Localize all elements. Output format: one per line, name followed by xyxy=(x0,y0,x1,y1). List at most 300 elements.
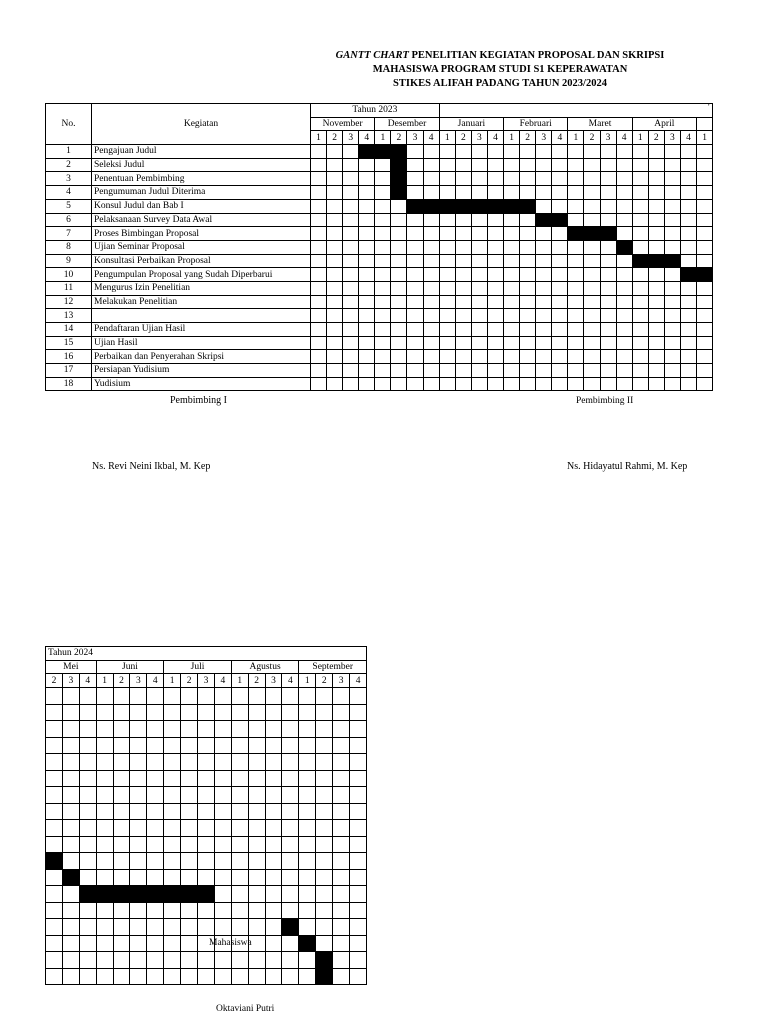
gantt-cell xyxy=(316,935,333,952)
gantt-cell xyxy=(214,803,231,820)
gantt-bar-cell xyxy=(79,886,96,903)
gantt-cell xyxy=(600,350,616,364)
gantt-cell xyxy=(552,254,568,268)
activity-name: Proses Bimbingan Proposal xyxy=(92,227,311,241)
gantt-cell xyxy=(584,309,600,323)
gantt-cell xyxy=(181,688,198,705)
gantt-cell xyxy=(265,737,282,754)
gantt-cell xyxy=(350,770,367,787)
gantt-cell xyxy=(113,787,130,804)
gantt-cell xyxy=(391,309,407,323)
gantt-cell xyxy=(333,919,350,936)
gantt-cell xyxy=(350,836,367,853)
gantt-cell xyxy=(632,281,648,295)
gantt-cell xyxy=(504,172,520,186)
gantt-cell xyxy=(327,309,343,323)
gantt-bar-cell xyxy=(282,919,299,936)
gantt-cell xyxy=(46,737,63,754)
gantt-cell xyxy=(214,919,231,936)
gantt-cell xyxy=(664,213,680,227)
gantt-cell xyxy=(327,213,343,227)
gantt-cell xyxy=(299,688,316,705)
gantt-cell xyxy=(664,240,680,254)
gantt-cell xyxy=(407,350,423,364)
week-number: 3 xyxy=(265,674,282,688)
gantt-cell xyxy=(504,295,520,309)
gantt-cell xyxy=(147,902,164,919)
gantt-cell xyxy=(536,336,552,350)
gantt-cell xyxy=(536,158,552,172)
gantt-cell xyxy=(455,158,471,172)
gantt-cell xyxy=(423,309,439,323)
gantt-cell xyxy=(359,158,375,172)
gantt-cell xyxy=(375,377,391,391)
activity-row xyxy=(46,688,367,705)
gantt-cell xyxy=(520,281,536,295)
gantt-cell xyxy=(455,323,471,337)
gantt-cell xyxy=(455,227,471,241)
gantt-cell xyxy=(299,770,316,787)
gantt-cell xyxy=(248,787,265,804)
gantt-cell xyxy=(359,268,375,282)
gantt-cell xyxy=(46,754,63,771)
month-header: Februari xyxy=(504,117,568,131)
gantt-cell xyxy=(423,227,439,241)
gantt-cell xyxy=(311,295,327,309)
week-number: 1 xyxy=(632,131,648,145)
activity-row xyxy=(46,268,713,282)
gantt-cell xyxy=(487,309,503,323)
gantt-cell xyxy=(343,172,359,186)
gantt-cell xyxy=(214,836,231,853)
gantt-cell xyxy=(311,254,327,268)
activity-row xyxy=(46,902,367,919)
gantt-cell xyxy=(62,853,79,870)
gantt-cell xyxy=(198,952,215,969)
gantt-cell xyxy=(214,952,231,969)
gantt-cell xyxy=(680,295,696,309)
gantt-cell xyxy=(696,323,712,337)
gantt-cell xyxy=(632,377,648,391)
gantt-cell xyxy=(316,737,333,754)
gantt-cell xyxy=(96,721,113,738)
gantt-cell xyxy=(407,309,423,323)
gantt-cell xyxy=(130,836,147,853)
activity-row xyxy=(46,254,713,268)
gantt-cell xyxy=(311,199,327,213)
gantt-cell xyxy=(664,350,680,364)
gantt-cell xyxy=(439,227,455,241)
gantt-cell xyxy=(327,172,343,186)
gantt-cell xyxy=(113,869,130,886)
gantt-cell xyxy=(62,902,79,919)
document-title xyxy=(300,49,700,91)
gantt-cell xyxy=(96,803,113,820)
gantt-cell xyxy=(359,295,375,309)
gantt-cell xyxy=(359,213,375,227)
gantt-cell xyxy=(648,268,664,282)
gantt-cell xyxy=(520,377,536,391)
gantt-cell xyxy=(333,935,350,952)
gantt-cell xyxy=(375,172,391,186)
gantt-cell xyxy=(231,919,248,936)
gantt-cell xyxy=(568,309,584,323)
gantt-cell xyxy=(487,364,503,378)
gantt-cell xyxy=(299,803,316,820)
gantt-cell xyxy=(130,902,147,919)
activity-row xyxy=(46,281,713,295)
gantt-cell xyxy=(600,172,616,186)
gantt-cell xyxy=(568,364,584,378)
gantt-cell xyxy=(96,737,113,754)
gantt-cell xyxy=(616,186,632,200)
gantt-cell xyxy=(214,787,231,804)
gantt-cell xyxy=(487,186,503,200)
gantt-cell xyxy=(375,199,391,213)
gantt-cell xyxy=(181,869,198,886)
activity-row xyxy=(46,158,713,172)
gantt-cell xyxy=(130,853,147,870)
week-number: 3 xyxy=(471,131,487,145)
gantt-cell xyxy=(504,323,520,337)
gantt-cell xyxy=(113,770,130,787)
gantt-cell xyxy=(600,295,616,309)
gantt-cell xyxy=(359,350,375,364)
gantt-cell xyxy=(164,853,181,870)
gantt-cell xyxy=(265,820,282,837)
gantt-cell xyxy=(455,377,471,391)
activity-row xyxy=(46,377,713,391)
gantt-cell xyxy=(600,323,616,337)
gantt-cell xyxy=(333,688,350,705)
activity-row xyxy=(46,213,713,227)
gantt-cell xyxy=(113,952,130,969)
gantt-cell xyxy=(648,213,664,227)
gantt-cell xyxy=(407,145,423,159)
gantt-cell xyxy=(214,704,231,721)
gantt-cell xyxy=(407,295,423,309)
gantt-cell xyxy=(164,968,181,985)
gantt-cell xyxy=(316,688,333,705)
week-number: 1 xyxy=(96,674,113,688)
gantt-cell xyxy=(632,213,648,227)
activity-no: 8 xyxy=(46,240,92,254)
gantt-cell xyxy=(147,787,164,804)
gantt-cell xyxy=(343,377,359,391)
gantt-cell xyxy=(343,268,359,282)
gantt-cell xyxy=(680,336,696,350)
gantt-cell xyxy=(147,952,164,969)
gantt-cell xyxy=(248,853,265,870)
gantt-cell xyxy=(600,364,616,378)
gantt-cell xyxy=(471,254,487,268)
gantt-cell xyxy=(439,364,455,378)
gantt-cell xyxy=(214,853,231,870)
gantt-cell xyxy=(696,350,712,364)
gantt-cell xyxy=(664,227,680,241)
week-number: 3 xyxy=(198,674,215,688)
gantt-cell xyxy=(181,803,198,820)
gantt-cell xyxy=(664,172,680,186)
gantt-cell xyxy=(130,919,147,936)
gantt-cell xyxy=(147,803,164,820)
gantt-cell xyxy=(439,309,455,323)
gantt-cell xyxy=(311,377,327,391)
gantt-cell xyxy=(282,968,299,985)
gantt-cell xyxy=(231,803,248,820)
gantt-cell xyxy=(568,158,584,172)
gantt-cell xyxy=(552,336,568,350)
gantt-cell xyxy=(214,820,231,837)
gantt-cell xyxy=(375,281,391,295)
gantt-cell xyxy=(391,336,407,350)
activity-name: Pelaksanaan Survey Data Awal xyxy=(92,213,311,227)
gantt-cell xyxy=(311,172,327,186)
gantt-cell xyxy=(375,268,391,282)
week-number: 1 xyxy=(375,131,391,145)
gantt-cell xyxy=(198,754,215,771)
gantt-cell xyxy=(343,186,359,200)
gantt-cell xyxy=(568,281,584,295)
gantt-cell xyxy=(350,902,367,919)
gantt-cell xyxy=(79,952,96,969)
gantt-cell xyxy=(600,377,616,391)
gantt-cell xyxy=(130,787,147,804)
gantt-cell xyxy=(96,968,113,985)
gantt-cell xyxy=(147,721,164,738)
gantt-cell xyxy=(181,704,198,721)
gantt-cell xyxy=(333,770,350,787)
gantt-cell xyxy=(248,836,265,853)
gantt-cell xyxy=(282,770,299,787)
gantt-cell xyxy=(327,254,343,268)
gantt-cell xyxy=(265,869,282,886)
gantt-cell xyxy=(632,295,648,309)
gantt-cell xyxy=(299,704,316,721)
gantt-bar-cell xyxy=(391,172,407,186)
gantt-cell xyxy=(311,268,327,282)
gantt-cell xyxy=(439,172,455,186)
gantt-cell xyxy=(46,803,63,820)
gantt-cell xyxy=(265,952,282,969)
gantt-cell xyxy=(359,377,375,391)
gantt-cell xyxy=(343,295,359,309)
gantt-cell xyxy=(350,968,367,985)
gantt-cell xyxy=(164,704,181,721)
cut-off-mark: ' xyxy=(708,102,710,112)
gantt-cell xyxy=(248,952,265,969)
gantt-cell xyxy=(198,704,215,721)
gantt-cell xyxy=(198,836,215,853)
gantt-cell xyxy=(62,754,79,771)
gantt-cell xyxy=(299,919,316,936)
gantt-cell xyxy=(600,213,616,227)
gantt-cell xyxy=(147,754,164,771)
gantt-cell xyxy=(316,919,333,936)
gantt-cell xyxy=(487,323,503,337)
gantt-cell xyxy=(664,295,680,309)
gantt-cell xyxy=(520,158,536,172)
gantt-cell xyxy=(552,227,568,241)
gantt-cell xyxy=(327,199,343,213)
gantt-cell xyxy=(147,688,164,705)
gantt-cell xyxy=(423,158,439,172)
gantt-cell xyxy=(96,935,113,952)
gantt-cell xyxy=(350,688,367,705)
gantt-cell xyxy=(350,737,367,754)
gantt-cell xyxy=(147,968,164,985)
gantt-bar-cell xyxy=(164,886,181,903)
week-number: 4 xyxy=(147,674,164,688)
activity-name: Pengumpulan Proposal yang Sudah Diperbarui xyxy=(92,268,311,282)
gantt-cell xyxy=(423,172,439,186)
gantt-cell xyxy=(487,336,503,350)
gantt-cell xyxy=(316,836,333,853)
activity-row xyxy=(46,770,367,787)
gantt-bar-cell xyxy=(520,199,536,213)
activity-row xyxy=(46,935,367,952)
gantt-cell xyxy=(375,186,391,200)
gantt-cell xyxy=(520,227,536,241)
week-number: 3 xyxy=(536,131,552,145)
gantt-cell xyxy=(282,787,299,804)
gantt-cell xyxy=(680,364,696,378)
activity-row xyxy=(46,886,367,903)
gantt-cell xyxy=(616,145,632,159)
gantt-cell xyxy=(265,803,282,820)
gantt-cell xyxy=(504,336,520,350)
gantt-cell xyxy=(282,754,299,771)
gantt-cell xyxy=(520,295,536,309)
week-number: 3 xyxy=(343,131,359,145)
gantt-cell xyxy=(680,281,696,295)
header-row-months xyxy=(46,660,367,674)
gantt-cell xyxy=(616,199,632,213)
gantt-cell xyxy=(439,186,455,200)
gantt-cell xyxy=(248,770,265,787)
gantt-cell xyxy=(439,145,455,159)
gantt-cell xyxy=(423,281,439,295)
gantt-cell xyxy=(568,199,584,213)
gantt-bar-cell xyxy=(46,853,63,870)
gantt-cell xyxy=(231,721,248,738)
gantt-cell xyxy=(214,721,231,738)
gantt-cell xyxy=(316,803,333,820)
gantt-cell xyxy=(504,145,520,159)
gantt-cell xyxy=(536,186,552,200)
gantt-cell xyxy=(552,268,568,282)
gantt-cell xyxy=(600,158,616,172)
month-header: Januari xyxy=(439,117,503,131)
gantt-cell xyxy=(79,704,96,721)
week-number: 2 xyxy=(455,131,471,145)
gantt-cell xyxy=(616,158,632,172)
month-header: September xyxy=(299,660,367,674)
gantt-cell xyxy=(231,770,248,787)
gantt-cell xyxy=(552,158,568,172)
col-no-header: No. xyxy=(46,104,92,145)
gantt-cell xyxy=(214,902,231,919)
title-line-3: STIKES ALIFAH PADANG TAHUN 2023/2024 xyxy=(393,78,607,89)
gantt-cell xyxy=(520,336,536,350)
gantt-cell xyxy=(350,803,367,820)
gantt-cell xyxy=(552,323,568,337)
gantt-cell xyxy=(648,323,664,337)
gantt-cell xyxy=(375,158,391,172)
activity-no: 1 xyxy=(46,145,92,159)
gantt-cell xyxy=(181,952,198,969)
gantt-cell xyxy=(423,145,439,159)
gantt-cell xyxy=(130,721,147,738)
activity-row xyxy=(46,820,367,837)
gantt-cell xyxy=(343,199,359,213)
gantt-cell xyxy=(198,721,215,738)
gantt-cell xyxy=(423,240,439,254)
gantt-cell xyxy=(648,240,664,254)
gantt-cell xyxy=(520,213,536,227)
gantt-cell xyxy=(350,721,367,738)
gantt-cell xyxy=(62,886,79,903)
gantt-cell xyxy=(423,213,439,227)
gantt-cell xyxy=(46,836,63,853)
gantt-cell xyxy=(282,869,299,886)
gantt-cell xyxy=(299,721,316,738)
gantt-cell xyxy=(282,952,299,969)
gantt-cell xyxy=(333,820,350,837)
gantt-cell xyxy=(696,145,712,159)
gantt-cell xyxy=(327,336,343,350)
gantt-cell xyxy=(359,240,375,254)
activity-row xyxy=(46,227,713,241)
gantt-cell xyxy=(696,186,712,200)
gantt-cell xyxy=(600,309,616,323)
gantt-cell xyxy=(359,227,375,241)
week-number: 4 xyxy=(214,674,231,688)
gantt-cell xyxy=(46,770,63,787)
gantt-cell xyxy=(520,268,536,282)
gantt-cell xyxy=(487,295,503,309)
month-header: Desember xyxy=(375,117,439,131)
gantt-bar-cell xyxy=(680,268,696,282)
gantt-cell xyxy=(113,688,130,705)
gantt-cell xyxy=(282,721,299,738)
title-line-2: MAHASISWA PROGRAM STUDI S1 KEPERAWATAN xyxy=(372,64,628,75)
gantt-cell xyxy=(164,770,181,787)
gantt-cell xyxy=(181,935,198,952)
gantt-cell xyxy=(282,902,299,919)
year-2024-header: Tahun 2024 xyxy=(46,647,367,661)
gantt-cell xyxy=(680,158,696,172)
gantt-cell xyxy=(696,377,712,391)
activity-no: 15 xyxy=(46,336,92,350)
gantt-cell xyxy=(423,350,439,364)
week-number: 2 xyxy=(584,131,600,145)
gantt-cell xyxy=(359,186,375,200)
gantt-cell xyxy=(164,820,181,837)
month-header: Agustus xyxy=(231,660,299,674)
gantt-cell xyxy=(265,754,282,771)
gantt-cell xyxy=(375,350,391,364)
gantt-cell xyxy=(471,323,487,337)
gantt-cell xyxy=(316,754,333,771)
gantt-table-part1 xyxy=(45,103,713,391)
gantt-bar-cell xyxy=(471,199,487,213)
activity-name: Persiapan Yudisium xyxy=(92,364,311,378)
gantt-cell xyxy=(214,968,231,985)
gantt-cell xyxy=(391,254,407,268)
activity-name: Mengurus Izin Penelitian xyxy=(92,281,311,295)
gantt-cell xyxy=(584,268,600,282)
